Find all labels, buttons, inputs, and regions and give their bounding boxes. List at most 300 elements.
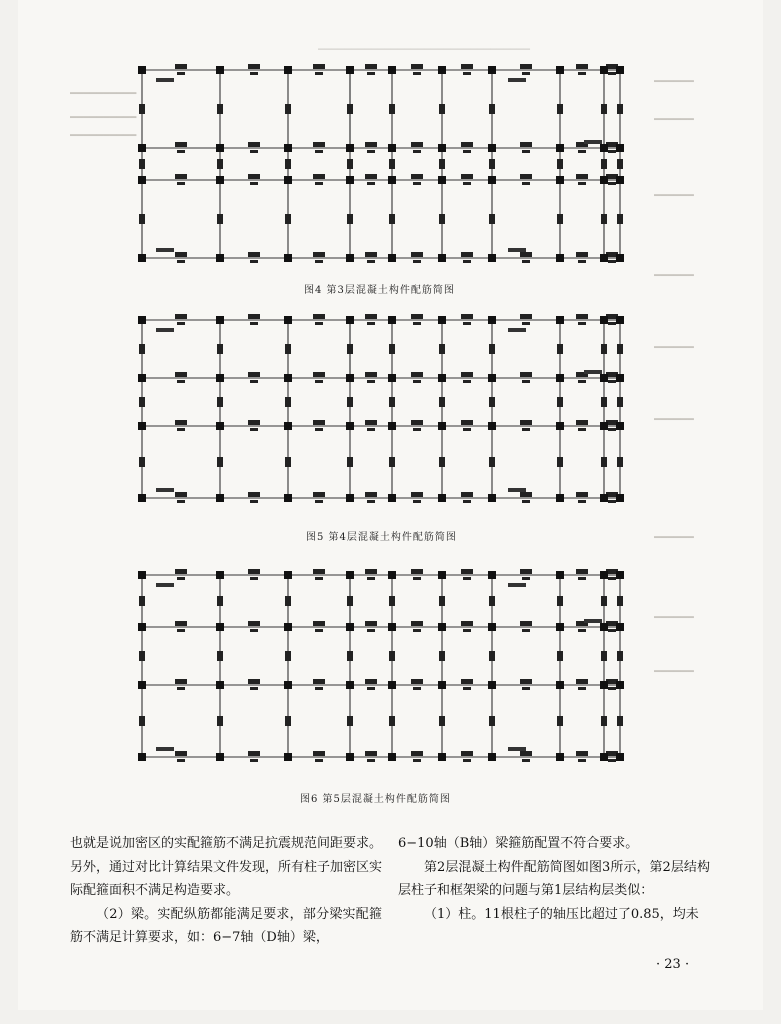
column-node — [600, 623, 608, 631]
rebar-mark — [315, 182, 323, 185]
rebar-mark — [217, 716, 223, 726]
rebar-mark — [439, 214, 445, 224]
rebar-mark — [139, 716, 145, 726]
annotation-mark — [584, 370, 602, 374]
column-node — [600, 316, 608, 324]
paragraph: （2）梁。实配纵筋都能满足要求，部分梁实配箍筋不满足计算要求，如：6−7轴（D轴）梁， — [70, 906, 382, 945]
rebar-mark — [389, 651, 395, 661]
rebar-mark — [439, 651, 445, 661]
rebar-mark — [177, 629, 185, 632]
column-node — [488, 144, 496, 152]
rebar-mark — [520, 751, 532, 756]
rebar-mark — [439, 104, 445, 114]
rebar-mark — [177, 182, 185, 185]
column-node — [616, 623, 624, 631]
rebar-mark — [411, 420, 423, 425]
rebar-mark — [461, 492, 473, 497]
rebar-mark — [175, 174, 187, 179]
rebar-mark — [250, 428, 258, 431]
rebar-mark — [463, 500, 471, 503]
rebar-mark — [389, 457, 395, 467]
rebar-mark — [315, 629, 323, 632]
rebar-mark — [520, 492, 532, 497]
column-node — [284, 422, 292, 430]
column-node — [600, 374, 608, 382]
rebar-mark — [177, 260, 185, 263]
column-node — [346, 66, 354, 74]
rebar-mark — [139, 104, 145, 114]
column-node — [138, 623, 146, 631]
rebar-mark — [520, 679, 532, 684]
figure-4-drawing — [130, 58, 640, 270]
column-node — [556, 144, 564, 152]
rebar-mark — [522, 380, 530, 383]
rebar-mark — [522, 260, 530, 263]
column-node — [346, 316, 354, 324]
column-node — [556, 374, 564, 382]
rebar-mark — [557, 596, 563, 606]
rebar-mark — [250, 322, 258, 325]
column-node — [216, 254, 224, 262]
rebar-mark — [578, 150, 586, 153]
paragraph: （1）柱。11根柱子的轴压比超过了0.85，均未 — [424, 906, 699, 922]
column-node — [216, 494, 224, 502]
column-node — [600, 176, 608, 184]
rebar-mark — [439, 397, 445, 407]
figure-5 — [130, 310, 640, 515]
rebar-mark — [461, 751, 473, 756]
rebar-mark — [365, 420, 377, 425]
rebar-mark — [601, 596, 607, 606]
rebar-mark — [578, 380, 586, 383]
rebar-mark — [520, 372, 532, 377]
rebar-mark — [413, 629, 421, 632]
annotation-mark — [584, 140, 602, 144]
rebar-mark — [439, 716, 445, 726]
column-node — [216, 66, 224, 74]
body-left-column — [70, 832, 382, 950]
column-node — [438, 494, 446, 502]
column-node — [216, 374, 224, 382]
rebar-mark — [522, 428, 530, 431]
rebar-mark — [576, 679, 588, 684]
rebar-mark — [413, 380, 421, 383]
column-node — [488, 681, 496, 689]
rebar-mark — [461, 142, 473, 147]
rebar-mark — [347, 651, 353, 661]
figure-6-drawing — [130, 565, 640, 775]
rebar-mark — [250, 577, 258, 580]
rebar-mark — [313, 372, 325, 377]
rebar-mark — [250, 182, 258, 185]
rebar-mark — [461, 420, 473, 425]
rebar-mark — [413, 260, 421, 263]
rebar-mark — [367, 182, 375, 185]
column-nodes — [138, 316, 624, 502]
rebar-mark — [522, 500, 530, 503]
rebar-mark — [139, 397, 145, 407]
rebar-mark — [489, 596, 495, 606]
rebar-mark — [248, 492, 260, 497]
plan-lines — [142, 575, 620, 757]
column-node — [600, 494, 608, 502]
rebar-mark — [413, 577, 421, 580]
column-node — [556, 753, 564, 761]
rebar-mark — [576, 64, 588, 69]
page-number: · 23 · — [656, 957, 690, 972]
rebar-mark — [365, 252, 377, 257]
rebar-mark — [489, 651, 495, 661]
plan-lines — [142, 320, 620, 498]
column-node — [216, 571, 224, 579]
rebar-mark — [489, 214, 495, 224]
rebar-mark — [248, 372, 260, 377]
annotation-mark — [508, 583, 526, 587]
rebar-mark — [461, 252, 473, 257]
rebar-mark — [489, 716, 495, 726]
rebar-mark — [139, 596, 145, 606]
rebar-mark — [250, 759, 258, 762]
rebar-mark — [389, 397, 395, 407]
rebar-mark — [365, 64, 377, 69]
rebar-mark — [347, 159, 353, 169]
rebar-mark — [617, 344, 623, 354]
rebar-mark — [578, 687, 586, 690]
rebar-mark — [578, 428, 586, 431]
annotation-mark — [156, 78, 174, 82]
rebar-mark — [463, 322, 471, 325]
column-nodes — [138, 66, 624, 262]
rebar-mark — [576, 492, 588, 497]
rebar-mark — [461, 372, 473, 377]
rebar-mark — [413, 500, 421, 503]
rebar-marks — [139, 569, 623, 762]
rebar-mark — [439, 159, 445, 169]
rebar-mark — [557, 457, 563, 467]
rebar-mark — [250, 380, 258, 383]
rebar-mark — [285, 651, 291, 661]
rebar-mark — [578, 629, 586, 632]
column-node — [138, 494, 146, 502]
rebar-mark — [367, 260, 375, 263]
rebar-mark — [461, 174, 473, 179]
rebar-mark — [608, 759, 616, 762]
rebar-mark — [411, 142, 423, 147]
rebar-mark — [608, 380, 616, 383]
rebar-mark — [522, 150, 530, 153]
column-node — [616, 494, 624, 502]
column-node — [600, 422, 608, 430]
column-node — [556, 681, 564, 689]
rebar-mark — [576, 569, 588, 574]
rebar-mark — [367, 500, 375, 503]
rebar-mark — [175, 492, 187, 497]
rebar-mark — [248, 64, 260, 69]
figure-4-caption: 图4 第3层混凝土构件配筋简图 — [304, 285, 455, 296]
column-node — [284, 494, 292, 502]
rebar-mark — [217, 214, 223, 224]
rebar-mark — [411, 492, 423, 497]
annotation-mark — [156, 248, 174, 252]
column-node — [284, 571, 292, 579]
column-node — [438, 623, 446, 631]
column-node — [284, 681, 292, 689]
rebar-mark — [313, 679, 325, 684]
rebar-mark — [576, 420, 588, 425]
rebar-mark — [520, 142, 532, 147]
column-node — [346, 422, 354, 430]
rebar-mark — [463, 629, 471, 632]
rebar-mark — [576, 751, 588, 756]
rebar-mark — [578, 577, 586, 580]
column-node — [600, 66, 608, 74]
rebar-mark — [217, 344, 223, 354]
column-node — [216, 316, 224, 324]
column-node — [556, 494, 564, 502]
rebar-mark — [177, 687, 185, 690]
rebar-mark — [608, 428, 616, 431]
rebar-mark — [617, 596, 623, 606]
rebar-mark — [250, 72, 258, 75]
column-node — [284, 316, 292, 324]
column-node — [388, 422, 396, 430]
rebar-mark — [463, 759, 471, 762]
rebar-mark — [461, 64, 473, 69]
rebar-mark — [177, 500, 185, 503]
rebar-mark — [365, 314, 377, 319]
rebar-mark — [413, 150, 421, 153]
rebar-mark — [576, 252, 588, 257]
rebar-mark — [217, 651, 223, 661]
rebar-mark — [347, 344, 353, 354]
rebar-mark — [576, 174, 588, 179]
column-node — [388, 623, 396, 631]
rebar-mark — [367, 322, 375, 325]
rebar-mark — [285, 716, 291, 726]
rebar-mark — [522, 182, 530, 185]
column-node — [388, 176, 396, 184]
annotation-mark — [508, 747, 526, 751]
rebar-mark — [313, 621, 325, 626]
rebar-mark — [389, 344, 395, 354]
rebar-mark — [313, 314, 325, 319]
column-node — [346, 494, 354, 502]
column-node — [438, 176, 446, 184]
annotation-mark — [156, 488, 174, 492]
rebar-mark — [365, 621, 377, 626]
column-node — [388, 494, 396, 502]
rebar-mark — [175, 420, 187, 425]
rebar-mark — [285, 344, 291, 354]
column-node — [616, 176, 624, 184]
rebar-mark — [601, 716, 607, 726]
rebar-mark — [285, 214, 291, 224]
rebar-mark — [347, 397, 353, 407]
rebar-mark — [522, 72, 530, 75]
rebar-mark — [520, 64, 532, 69]
column-node — [438, 254, 446, 262]
column-node — [438, 144, 446, 152]
rebar-mark — [608, 322, 616, 325]
rebar-mark — [217, 104, 223, 114]
rebar-mark — [285, 596, 291, 606]
rebar-mark — [489, 159, 495, 169]
rebar-mark — [217, 596, 223, 606]
figure-5-drawing — [130, 310, 640, 515]
rebar-mark — [139, 344, 145, 354]
column-node — [438, 681, 446, 689]
rebar-mark — [439, 596, 445, 606]
column-node — [600, 681, 608, 689]
rebar-mark — [578, 182, 586, 185]
rebar-mark — [489, 344, 495, 354]
rebar-mark — [463, 72, 471, 75]
rebar-mark — [313, 492, 325, 497]
rebar-mark — [461, 621, 473, 626]
rebar-marks — [139, 64, 623, 263]
rebar-mark — [411, 252, 423, 257]
figure-6 — [130, 565, 640, 775]
rebar-mark — [389, 104, 395, 114]
rebar-mark — [617, 397, 623, 407]
rebar-mark — [285, 159, 291, 169]
rebar-mark — [617, 651, 623, 661]
column-node — [616, 316, 624, 324]
rebar-mark — [411, 569, 423, 574]
column-node — [284, 374, 292, 382]
rebar-mark — [557, 344, 563, 354]
figure-6-caption: 图6 第5层混凝土构件配筋简图 — [300, 794, 451, 805]
rebar-mark — [285, 397, 291, 407]
rebar-mark — [520, 314, 532, 319]
rebar-mark — [367, 629, 375, 632]
rebar-mark — [175, 142, 187, 147]
column-node — [346, 681, 354, 689]
column-node — [388, 571, 396, 579]
rebar-mark — [175, 64, 187, 69]
column-node — [616, 374, 624, 382]
rebar-mark — [315, 380, 323, 383]
rebar-mark — [413, 322, 421, 325]
rebar-mark — [365, 492, 377, 497]
rebar-mark — [175, 751, 187, 756]
rebar-mark — [413, 182, 421, 185]
rebar-mark — [578, 500, 586, 503]
rebar-mark — [601, 159, 607, 169]
rebar-mark — [520, 621, 532, 626]
rebar-mark — [250, 687, 258, 690]
rebar-mark — [250, 500, 258, 503]
column-node — [488, 623, 496, 631]
rebar-mark — [248, 420, 260, 425]
rebar-mark — [248, 621, 260, 626]
rebar-mark — [315, 72, 323, 75]
rebar-mark — [463, 380, 471, 383]
rebar-mark — [175, 621, 187, 626]
column-node — [138, 571, 146, 579]
rebar-mark — [411, 372, 423, 377]
rebar-mark — [608, 500, 616, 503]
rebar-mark — [601, 214, 607, 224]
paragraph: 也就是说加密区的实配箍筋不满足抗震规范间距要求。另外，通过对比计算结果文件发现，所有柱子加密区实际配箍面积不满足构造要求。 — [70, 836, 383, 898]
column-node — [556, 254, 564, 262]
column-node — [616, 571, 624, 579]
column-node — [138, 316, 146, 324]
column-node — [488, 753, 496, 761]
rebar-mark — [367, 687, 375, 690]
rebar-mark — [461, 679, 473, 684]
rebar-mark — [489, 457, 495, 467]
rebar-mark — [177, 428, 185, 431]
rebar-mark — [177, 322, 185, 325]
column-node — [216, 422, 224, 430]
rebar-mark — [489, 104, 495, 114]
column-node — [488, 374, 496, 382]
rebar-mark — [520, 252, 532, 257]
rebar-marks — [139, 314, 623, 503]
column-node — [346, 254, 354, 262]
rebar-mark — [608, 577, 616, 580]
column-node — [284, 66, 292, 74]
column-node — [616, 254, 624, 262]
column-node — [216, 623, 224, 631]
annotation-mark — [584, 619, 602, 623]
rebar-mark — [578, 759, 586, 762]
column-node — [346, 176, 354, 184]
column-node — [138, 254, 146, 262]
column-node — [556, 316, 564, 324]
rebar-mark — [177, 72, 185, 75]
rebar-mark — [177, 380, 185, 383]
rebar-mark — [315, 322, 323, 325]
rebar-mark — [365, 569, 377, 574]
rebar-mark — [367, 759, 375, 762]
column-node — [138, 66, 146, 74]
rebar-mark — [315, 150, 323, 153]
rebar-mark — [175, 569, 187, 574]
rebar-mark — [617, 104, 623, 114]
rebar-mark — [389, 716, 395, 726]
rebar-mark — [250, 629, 258, 632]
column-node — [600, 144, 608, 152]
column-node — [388, 374, 396, 382]
rebar-mark — [439, 344, 445, 354]
rebar-mark — [617, 716, 623, 726]
rebar-mark — [315, 500, 323, 503]
rebar-mark — [177, 759, 185, 762]
column-node — [216, 681, 224, 689]
rebar-mark — [413, 687, 421, 690]
rebar-mark — [557, 159, 563, 169]
rebar-mark — [601, 457, 607, 467]
rebar-mark — [313, 569, 325, 574]
column-node — [488, 422, 496, 430]
rebar-mark — [520, 420, 532, 425]
rebar-mark — [522, 629, 530, 632]
column-node — [438, 753, 446, 761]
rebar-mark — [177, 150, 185, 153]
column-node — [138, 681, 146, 689]
column-node — [138, 176, 146, 184]
annotation-mark — [508, 488, 526, 492]
rebar-mark — [413, 72, 421, 75]
column-node — [438, 422, 446, 430]
rebar-mark — [601, 397, 607, 407]
column-node — [600, 254, 608, 262]
column-node — [284, 254, 292, 262]
column-node — [138, 422, 146, 430]
rebar-mark — [347, 716, 353, 726]
